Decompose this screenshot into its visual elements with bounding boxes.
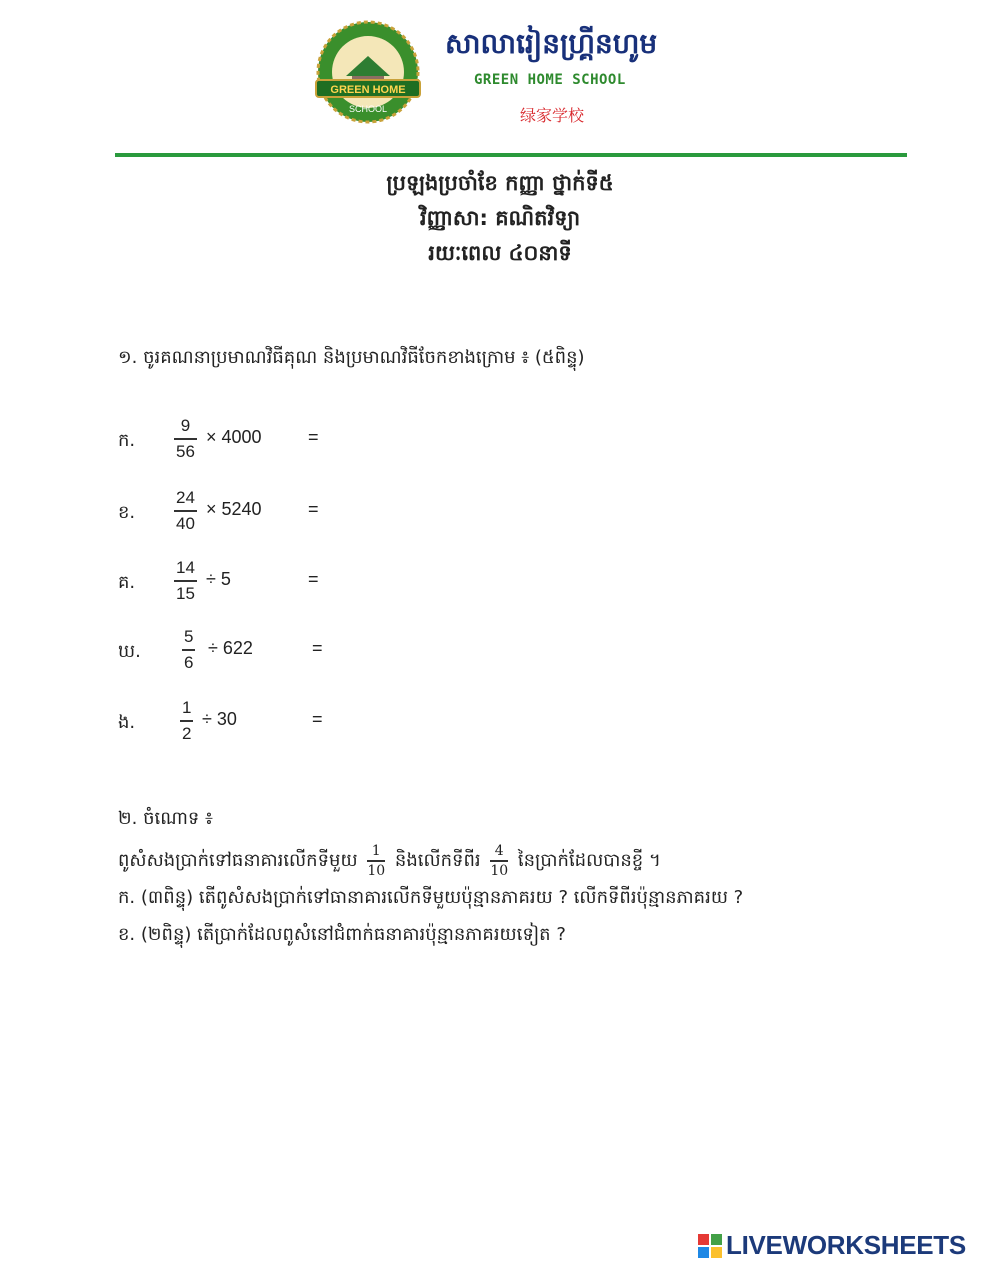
school-name-khmer: សាលារៀនហ្គ្រីនហូម [445, 27, 658, 60]
fraction [174, 558, 197, 604]
fraction-denominator: 2 [182, 724, 192, 743]
q1-item-label: គ. [118, 572, 136, 593]
answer-blank[interactable]: = [308, 499, 319, 519]
answer-blank[interactable]: = [308, 427, 319, 447]
statement-part: និងលើកទីពីរ [394, 849, 481, 871]
school-logo [312, 20, 424, 124]
fraction-denominator: 15 [176, 584, 195, 603]
q1-item [118, 558, 418, 614]
fraction-bar [490, 860, 508, 862]
statement-part: នៃប្រាក់ដែលបានខ្ចី ។ [517, 849, 661, 871]
question-2b: ខ. (២ពិន្ទុ) តើប្រាក់ដែលពូសំនៅជំពាក់ធនាគារប៉ុន្មានភាគរយទៀត ? [118, 924, 566, 945]
answer-blank[interactable]: = [308, 569, 319, 589]
question-2a: ក. (៣ពិន្ទុ) តើពូសំសងប្រាក់ទៅធានាគារលើកទីមួយប៉ុន្មានភាគរយ ? លើកទីពីរប៉ុន្មានភាគរយ ? [118, 887, 744, 908]
logo-ribbon-text: GREEN HOME [330, 84, 406, 96]
fraction [180, 698, 193, 744]
logo-bottom-text: SCHOOL [348, 104, 388, 114]
operation: × 5240 [206, 499, 262, 519]
fraction [174, 416, 197, 462]
fraction-denominator: 56 [176, 442, 195, 461]
fraction [490, 843, 508, 879]
exam-duration: រយៈពេល ៤០នាទី [428, 241, 572, 265]
fraction-bar [174, 438, 197, 440]
exam-title: ប្រឡងប្រចាំខែ កញ្ញា ថ្នាក់ទី៥ [386, 171, 614, 195]
question-2-statement [118, 843, 661, 879]
fraction-numerator: 24 [176, 488, 195, 507]
q1-item-label: ក. [118, 430, 136, 451]
fraction-denominator: 6 [184, 653, 194, 672]
exam-subject: វិញ្ញាសា: គណិតវិទ្យា [419, 206, 581, 230]
operation: ÷ 5 [206, 569, 231, 589]
fraction [174, 488, 197, 534]
q1-item [118, 488, 418, 544]
question-2-heading: ២. ចំណោទ ៖ [118, 808, 213, 829]
fraction-bar [174, 580, 197, 582]
q1-item-label: ឃ. [118, 641, 141, 662]
statement-part: ពូសំសងប្រាក់ទៅធនាគារលើកទីមួយ [118, 849, 358, 871]
operation: ÷ 622 [208, 638, 253, 658]
fraction-bar [180, 720, 193, 722]
fraction-bar [174, 510, 197, 512]
liveworksheets-text: LIVEWORKSHEETS [726, 1230, 966, 1260]
q1-item [118, 416, 418, 472]
answer-blank[interactable]: = [312, 638, 323, 658]
school-name-chinese: 绿家学校 [520, 106, 585, 125]
school-name-english: GREEN HOME SCHOOL [474, 72, 626, 88]
fraction-numerator: 9 [180, 416, 191, 435]
answer-blank[interactable]: = [312, 709, 323, 729]
fraction-denominator: 10 [367, 862, 386, 879]
q1-item-label: ខ. [118, 502, 136, 523]
liveworksheets-logo-icon [698, 1234, 722, 1258]
question-1-prompt: ១. ចូរគណនាប្រមាណវិធីគុណ និងប្រមាណវិធីចែកខាងក្រោម ៖ (៥ពិន្ទុ) [118, 347, 585, 368]
operation: × 4000 [206, 427, 262, 447]
q1-item [118, 627, 418, 683]
fraction-numerator: 1 [182, 698, 192, 717]
q1-item [118, 698, 418, 754]
fraction-denominator: 10 [490, 862, 509, 879]
fraction-bar [367, 860, 385, 862]
fraction-numerator: 14 [176, 558, 195, 577]
fraction [182, 627, 195, 673]
operation: ÷ 30 [202, 709, 237, 729]
fraction-numerator: 4 [494, 843, 504, 859]
header-divider [115, 153, 907, 157]
fraction [367, 843, 385, 879]
fraction-bar [182, 649, 195, 651]
fraction-denominator: 40 [176, 514, 195, 533]
q1-item-label: ង. [118, 712, 136, 733]
fraction-numerator: 1 [371, 843, 381, 859]
fraction-numerator: 5 [184, 627, 194, 646]
liveworksheets-watermark [698, 1230, 966, 1260]
